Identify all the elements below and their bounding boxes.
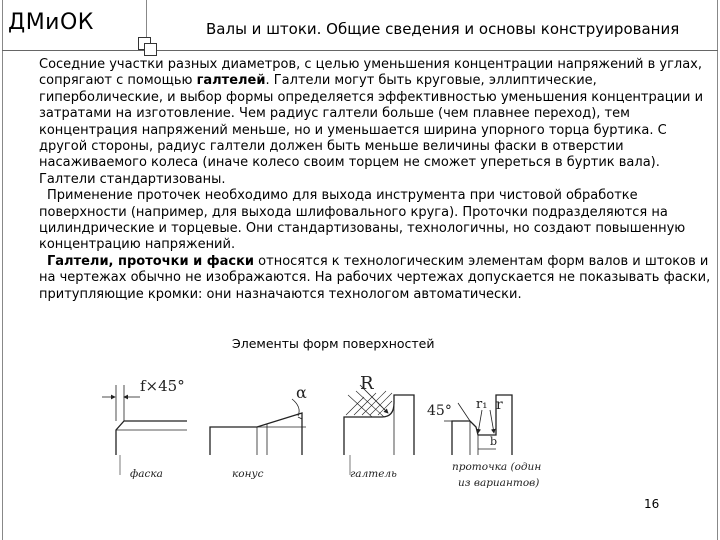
chamfer-label: фаска <box>130 468 163 480</box>
chamfer-dimension-label: f×45° <box>140 377 185 395</box>
right-frame-line <box>717 0 718 540</box>
decor-square <box>144 43 157 56</box>
left-frame-line <box>2 0 3 540</box>
groove-r1-label: r₁ <box>476 397 488 412</box>
groove-label-line1: проточка (один <box>452 461 542 473</box>
groove-angle-label: 45° <box>427 403 452 419</box>
header-bottom-line <box>2 50 718 51</box>
cone-angle-label: α <box>296 383 307 402</box>
paragraph-grooves: Применение проточек необходимо для выхода инструмента при чистовой обработке поверхности (например, для выхода шлифовального круга). Проточки подразделяются на цилиндрические и торцевые. Они стандартизованы, технологичны, но создают повышенную концентрацию напряжений. <box>39 188 686 253</box>
groove-label-line2: из вариантов) <box>458 477 540 489</box>
paragraph-fillets <box>39 57 711 188</box>
bold-term: галтелей <box>196 73 266 89</box>
figure-caption: Элементы форм поверхностей <box>232 336 435 351</box>
fillet-label: галтель <box>350 468 397 480</box>
text-run: Соседние участки разных диаметров, с целью уменьшения концентрации напряжений в углах, сопрягают с помощью <box>39 57 703 89</box>
text-run: относятся к технологическим элементам форм валов и штоков и на чертежах обычно не изображаются. На рабочих чертежах допускается не показывать фаски, притупляющие кромки: они назначаются технологом автоматически. <box>39 253 711 302</box>
text-run: . Галтели могут быть круговые, эллиптические, гиперболические, и выбор формы определяется эффективностью уменьшения концентрации и затратами на изготовление. Чем радиус галтели больше (чем плавнее переход), тем концентрация напряжений меньше, но и уменьшается ширина упорного торца буртика. С другой стороны, радиус галтели должен быть меньше величины фаски в отверстии насаживаемого колеса (иначе колесо своим торцем не сможет упереться в буртик вала). Галтели стандартизованы. <box>39 73 704 187</box>
groove-width-label: b <box>490 435 498 448</box>
logo-text: ДМиОК <box>8 10 94 35</box>
paragraph-tech-elements <box>39 254 711 303</box>
chamfer-sketch <box>102 385 187 475</box>
bold-term: Галтели, проточки и фаски <box>47 253 255 269</box>
fillet-radius-label: R <box>360 373 374 394</box>
page-number: 16 <box>644 497 660 511</box>
surface-elements-figure <box>92 355 542 491</box>
slide-title: Валы и штоки. Общие сведения и основы конструирования <box>206 20 680 38</box>
cone-sketch <box>210 399 306 455</box>
body-text <box>39 57 711 303</box>
fillet-sketch <box>344 385 414 475</box>
groove-r-label: r <box>496 397 503 413</box>
cone-label: конус <box>232 468 264 480</box>
